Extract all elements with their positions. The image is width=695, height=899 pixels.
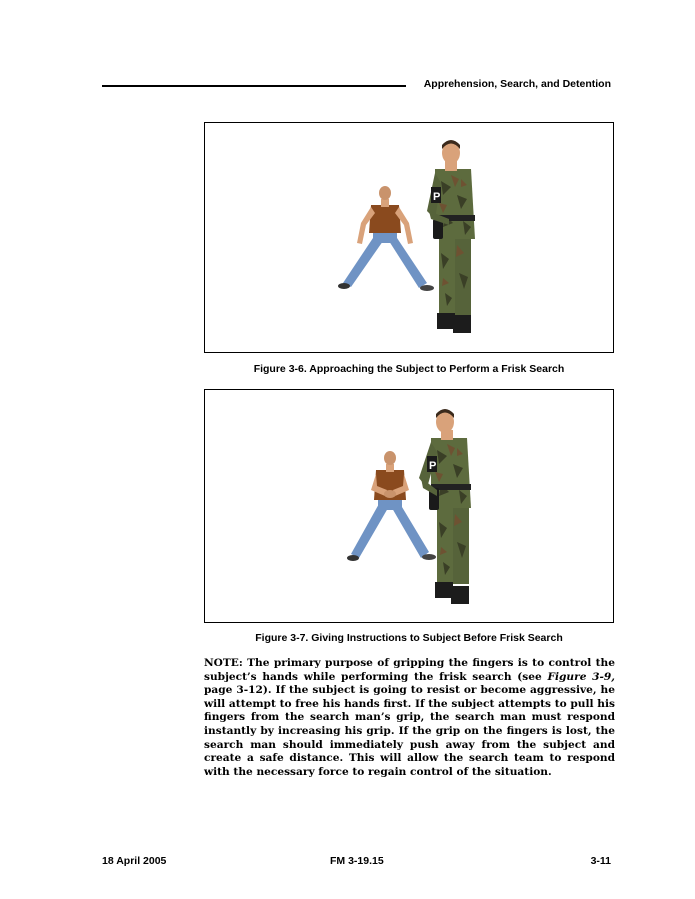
running-header: Apprehension, Search, and Detention [423, 78, 611, 90]
figure-3-6-photo [204, 122, 614, 353]
figure-3-6-caption: Figure 3-6. Approaching the Subject to Perform a Frisk Search [253, 363, 565, 375]
figure-3-7-illustration [205, 390, 613, 622]
figure-3-7-photo [204, 389, 614, 623]
note-text-part1: NOTE: The primary purpose of gripping the fingers is to control the subject’s hands while performing the frisk search (see [204, 657, 615, 683]
note-paragraph [204, 657, 615, 779]
figure-3-6-illustration [205, 123, 613, 352]
note-text-part2: page 3-12). If the subject is going to resist or become aggressive, he will attempt to free his hands first. If the subject attempts to pull his fingers from the search man’s grip, the search man must respond instantly by increasing his grip. If the grip on the fingers is lost, the search man should immediately push away from the subject and create a safe distance. This will allow the search team to respond with the necessary force to regain control of the situation. [204, 684, 615, 778]
header-rule [102, 85, 406, 87]
mp-armband-text: P [433, 191, 441, 203]
figure-3-9-reference: Figure 3-9, [547, 670, 615, 683]
figure-3-7-caption: Figure 3-7. Giving Instructions to Subject Before Frisk Search [255, 632, 563, 644]
mp-soldier-figure [419, 409, 471, 604]
footer-date: 18 April 2005 [102, 855, 167, 867]
mp-soldier-figure [427, 140, 475, 333]
subject-figure [338, 186, 434, 291]
footer-document-number: FM 3-19.15 [330, 855, 384, 867]
footer-page-number: 3-11 [590, 855, 611, 867]
mp-armband-text: P [429, 460, 437, 472]
